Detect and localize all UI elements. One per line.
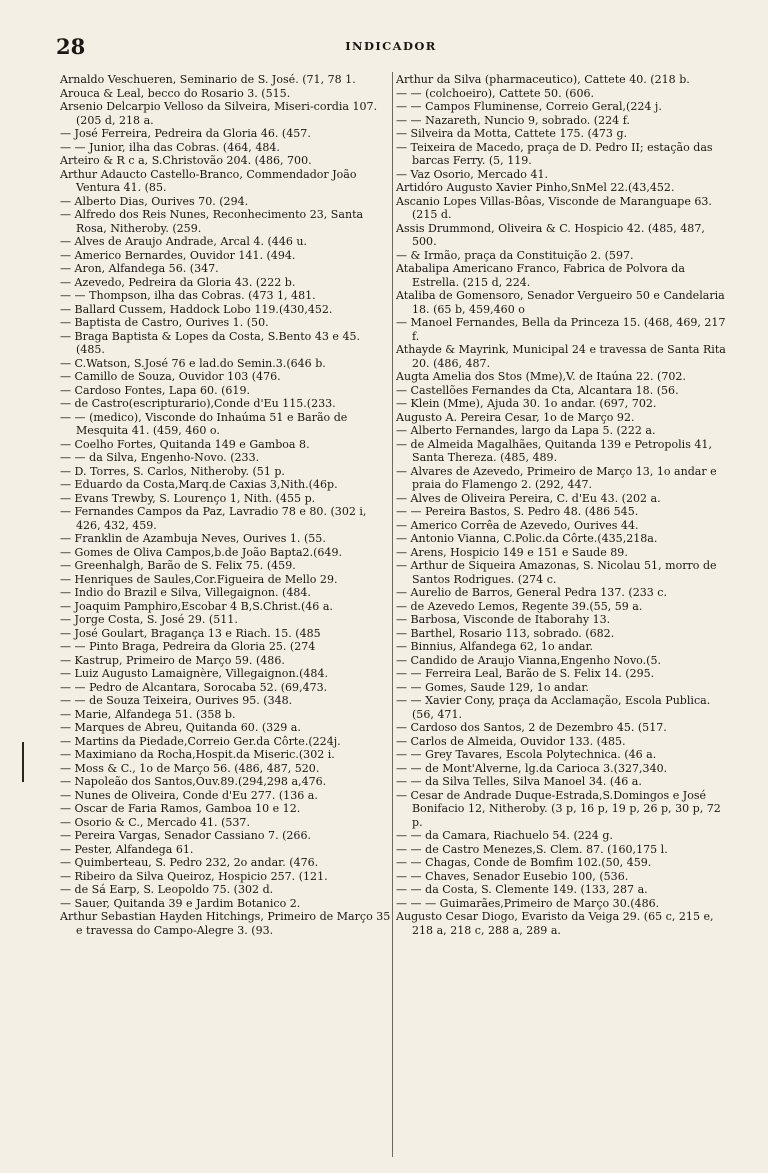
directory-entry: — Quimberteau, S. Pedro 232, 2o andar. (476. xyxy=(60,856,319,869)
directory-entry: — José Ferreira, Pedreira da Gloria 46. (457. xyxy=(60,127,311,140)
directory-entry: Augta Amelia dos Stos (Mme),V. de Itaúna 22. (702. xyxy=(396,370,686,383)
directory-entry: — — da Silva, Engenho-Novo. (233. xyxy=(60,451,260,464)
directory-entry: — — Pereira Bastos, S. Pedro 48. (486 545. xyxy=(396,505,639,518)
directory-entry: — Pereira Vargas, Senador Cassiano 7. (266. xyxy=(60,829,311,842)
directory-entry: — Alberto Fernandes, largo da Lapa 5. (222 a. xyxy=(396,424,656,437)
directory-entry: — Jorge Costa, S. José 29. (511. xyxy=(60,613,238,626)
directory-entry: — Arthur de Siqueira Amazonas, S. Nicolau 51, morro de Santos Rodrigues. (274 c. xyxy=(396,559,717,586)
directory-entry: — Franklin de Azambuja Neves, Ourives 1. (55. xyxy=(60,532,326,545)
directory-entry: — Evans Trewby, S. Lourenço 1, Nith. (455 p. xyxy=(60,491,316,505)
directory-entry: — — (medico), Visconde do Inhaúma 51 e Barão de Mesquita 41. (459, 460 o. xyxy=(60,410,348,437)
directory-entry: — Eduardo da Costa,Marq.de Caxias 3,Nith.(46p. xyxy=(60,478,338,491)
directory-entry: Assis Drummond, Oliveira & C. Hospicio 42. (485, 487, 500. xyxy=(396,221,705,248)
directory-entry: — Vaz Osorio, Mercado 41. xyxy=(396,167,549,181)
directory-entry: Arthur Sebastian Hayden Hitchings, Primeiro de Março 35 e travessa do Campo-Alegre 3. (93. xyxy=(60,910,391,937)
directory-entry: — Fernandes Campos da Paz, Lavradio 78 e 80. (302 i, 426, 432, 459. xyxy=(60,505,367,532)
directory-entry: — Joaquim Pamphiro,Escobar 4 B,S.Christ.(46 a. xyxy=(60,599,333,613)
directory-entry: — de Azevedo Lemos, Regente 39.(55, 59 a. xyxy=(396,599,643,613)
directory-entry: — Aron, Alfandega 56. (347. xyxy=(60,262,219,275)
directory-entry: — Azevedo, Pedreira da Gloria 43. (222 b. xyxy=(60,275,296,289)
directory-entry: Atabalipa Americano Franco, Fabrica de Polvora da Estrella. (215 d, 224. xyxy=(396,262,685,289)
directory-entry: — Ribeiro da Silva Queiroz, Hospicio 257. (121. xyxy=(60,869,328,883)
directory-entry: — Moss & C., 1o de Março 56. (486, 487, 520. xyxy=(60,761,320,775)
directory-entry: — Alves de Oliveira Pereira, C. d'Eu 43. (202 a. xyxy=(396,491,661,505)
directory-entry: — Cesar de Andrade Duque-Estrada,S.Domingos e José Bonifacio 12, Nitheroby. (3 p, 16 p, 19 p, 26 p, 30 p, 72 p. xyxy=(396,788,721,829)
directory-entry: Arnaldo Veschueren, Seminario de S. José. (71, 78 1. xyxy=(60,73,356,86)
directory-entry: Arsenio Delcarpio Velloso da Silveira, Miseri-cordia 107. (205 d, 218 a. xyxy=(60,100,378,127)
directory-entry: — — Pinto Braga, Pedreira da Gloria 25. (274 xyxy=(60,640,316,653)
left-column xyxy=(60,73,392,937)
directory-entry: — Coelho Fortes, Quitanda 149 e Gamboa 8. xyxy=(60,437,310,451)
directory-entry: — — de Souza Teixeira, Ourives 95. (348. xyxy=(60,694,293,707)
directory-entry: — Aurelio de Barros, General Pedra 137. (233 c. xyxy=(396,586,667,599)
directory-entry: — Americo Bernardes, Ouvidor 141. (494. xyxy=(60,248,296,262)
directory-entry: — Oscar de Faria Ramos, Gamboa 10 e 12. xyxy=(60,802,301,815)
directory-entry: — Kastrup, Primeiro de Março 59. (486. xyxy=(60,653,285,667)
directory-entry: — Alves de Araujo Andrade, Arcal 4. (446 u. xyxy=(60,235,308,248)
directory-entry: — Maximiano da Rocha,Hospit.da Miseric.(302 i. xyxy=(60,748,335,761)
directory-entry: — Antonio Vianna, C.Polic.da Côrte.(435,218a. xyxy=(396,532,658,545)
right-column xyxy=(396,73,732,937)
directory-entry: — Camillo de Souza, Ouvidor 103 (476. xyxy=(60,370,281,383)
directory-entry: — — da Costa, S. Clemente 149. (133, 287 a. xyxy=(396,883,648,896)
directory-entry: — — de Mont'Alverne, lg.da Carioca 3.(327,340. xyxy=(396,761,668,775)
directory-entry: — Candido de Araujo Vianna,Engenho Novo.(5. xyxy=(396,653,662,667)
directory-entry: — Castellões Fernandes da Cta, Alcantara 18. (56. xyxy=(396,383,679,397)
directory-entry: — Silveira da Motta, Cattete 175. (473 g. xyxy=(396,127,628,140)
directory-entry: — de Castro(escripturario),Conde d'Eu 115.(233. xyxy=(60,397,336,410)
directory-entry: — Binnius, Alfandega 62, 1o andar. xyxy=(396,640,594,653)
directory-entry: — Osorio & C., Mercado 41. (537. xyxy=(60,815,250,829)
directory-entry: — Greenhalgh, Barão de S. Felix 75. (459. xyxy=(60,559,296,572)
directory-entry: — Alberto Dias, Ourives 70. (294. xyxy=(60,194,249,208)
page-number: 28 xyxy=(56,34,86,59)
directory-entry: — de Almeida Magalhães, Quitanda 139 e Petropolis 41, Santa Thereza. (485, 489. xyxy=(396,437,712,464)
directory-entry: — Baptista de Castro, Ourives 1. (50. xyxy=(60,316,269,329)
directory-entry: Arteiro & R c a, S.Christovão 204. (486, 700. xyxy=(60,154,312,167)
directory-entry: — Nunes de Oliveira, Conde d'Eu 277. (136 a. xyxy=(60,788,318,802)
directory-entry: Arouca & Leal, becco do Rosario 3. (515. xyxy=(60,86,291,100)
directory-entry: — — Junior, ilha das Cobras. (464, 484. xyxy=(60,140,280,154)
directory-entry: — Americo Corrêa de Azevedo, Ourives 44. xyxy=(396,518,639,532)
directory-entry: — — da Camara, Riachuelo 54. (224 g. xyxy=(396,829,613,842)
directory-entry: — — — Guimarães,Primeiro de Março 30.(486. xyxy=(396,896,660,910)
directory-entry: — — Gomes, Saude 129, 1o andar. xyxy=(396,680,589,694)
column-divider xyxy=(392,72,393,1157)
directory-entry: — Luiz Augusto Lamaignère, Villegaignon.(484. xyxy=(60,667,328,680)
directory-entry: — Martins da Piedade,Correio Ger.da Côrte.(224j. xyxy=(60,734,341,748)
directory-entry: — Pester, Alfandega 61. xyxy=(60,842,194,856)
directory-entry: — Napoleão dos Santos,Ouv.89.(294,298 a,476. xyxy=(60,775,327,788)
running-head: INDICADOR xyxy=(345,39,437,53)
directory-entry: — Cardoso Fontes, Lapa 60. (619. xyxy=(60,383,251,397)
directory-entry: — Barbosa, Visconde de Itaborahy 13. xyxy=(396,613,611,626)
directory-entry: — Arens, Hospicio 149 e 151 e Saude 89. xyxy=(396,545,628,559)
directory-entry: Ascanio Lopes Villas-Bôas, Visconde de Maranguape 63. (215 d. xyxy=(396,194,712,221)
directory-entry: Arthur Adaucto Castello-Branco, Commendador João Ventura 41. (85. xyxy=(60,167,357,194)
directory-entry: Artidóro Augusto Xavier Pinho,SnMel 22.(43,452. xyxy=(396,181,675,194)
directory-entry: — Ballard Cussem, Haddock Lobo 119.(430,452. xyxy=(60,302,333,316)
directory-entry: — & Irmão, praça da Constituição 2. (597. xyxy=(396,248,634,262)
directory-entry: — — Campos Fluminense, Correio Geral,(224 j. xyxy=(396,100,662,113)
directory-entry: — Teixeira de Macedo, praça de D. Pedro II; estação das barcas Ferry. (5, 119. xyxy=(396,140,713,167)
directory-entry: — Henriques de Saules,Cor.Figueira de Mello 29. xyxy=(60,572,338,586)
directory-entry: — — Thompson, ilha das Cobras. (473 1, 481. xyxy=(60,289,316,302)
directory-entry: — — Chagas, Conde de Bomfim 102.(50, 459. xyxy=(396,856,652,869)
directory-entry: — Manoel Fernandes, Bella da Princeza 15. (468, 469, 217 f. xyxy=(396,316,726,343)
directory-entry: — Gomes de Oliva Campos,b.de João Bapta2.(649. xyxy=(60,545,343,559)
directory-entry: — — Xavier Cony, praça da Acclamação, Escola Publica. (56, 471. xyxy=(396,694,711,721)
directory-entry: — Cardoso dos Santos, 2 de Dezembro 45. (517. xyxy=(396,721,667,734)
directory-entry: — de Sá Earp, S. Leopoldo 75. (302 d. xyxy=(60,883,274,896)
directory-entry: — Marie, Alfandega 51. (358 b. xyxy=(60,707,236,721)
directory-entry: Ataliba de Gomensoro, Senador Vergueiro 50 e Candelaria 18. (65 b, 459,460 o xyxy=(396,289,725,316)
directory-entry: — José Goulart, Bragança 13 e Riach. 15. (485 xyxy=(60,626,321,640)
directory-entry: — — Ferreira Leal, Barão de S. Felix 14. (295. xyxy=(396,667,655,680)
directory-entry: — Klein (Mme), Ajuda 30. 1o andar. (697, 702. xyxy=(396,397,657,410)
directory-entry: — — Pedro de Alcantara, Sorocaba 52. (69,473. xyxy=(60,680,328,694)
directory-entry: — Marques de Abreu, Quitanda 60. (329 a. xyxy=(60,721,301,734)
directory-entry: — — Chaves, Senador Eusebio 100, (536. xyxy=(396,869,629,883)
directory-entry: — — da Silva Telles, Silva Manoel 34. (46 a. xyxy=(396,775,642,788)
directory-entry: — Alfredo dos Reis Nunes, Reconhecimento 23, Santa Rosa, Nitheroby. (259. xyxy=(60,208,364,235)
directory-entry: — — de Castro Menezes,S. Clem. 87. (160,175 l. xyxy=(396,842,668,856)
page-header xyxy=(56,34,726,58)
directory-entry: Arthur da Silva (pharmaceutico), Cattete 40. (218 b. xyxy=(396,73,690,86)
margin-mark xyxy=(22,742,24,782)
directory-entry: — D. Torres, S. Carlos, Nitheroby. (51 p. xyxy=(60,464,285,478)
directory-entry: — — Grey Tavares, Escola Polytechnica. (46 a. xyxy=(396,748,657,761)
directory-entry: Augusto A. Pereira Cesar, 1o de Março 92. xyxy=(396,410,635,424)
directory-entry: — Alvares de Azevedo, Primeiro de Março 13, 1o andar e praia do Flamengo 2. (292, 447. xyxy=(396,464,717,491)
directory-entry: Augusto Cesar Diogo, Evaristo da Veiga 29. (65 c, 215 e, 218 a, 218 c, 288 a, 289 a. xyxy=(396,910,714,937)
directory-entry: — C.Watson, S.José 76 e lad.do Semin.3.(646 b. xyxy=(60,356,326,370)
directory-entry: Athayde & Mayrink, Municipal 24 e travessa de Santa Rita 20. (486, 487. xyxy=(396,343,726,370)
directory-entry: — — (colchoeiro), Cattete 50. (606. xyxy=(396,86,595,100)
directory-entry: — Braga Baptista & Lopes da Costa, S.Bento 43 e 45. (485. xyxy=(60,329,361,356)
directory-entry: — Carlos de Almeida, Ouvidor 133. (485. xyxy=(396,734,626,748)
directory-entry: — Indio do Brazil e Silva, Villegaignon. (484. xyxy=(60,586,311,599)
directory-entry: — Barthel, Rosario 113, sobrado. (682. xyxy=(396,626,615,640)
directory-entry: — — Nazareth, Nuncio 9, sobrado. (224 f. xyxy=(396,113,630,127)
directory-entry: — Sauer, Quitanda 39 e Jardim Botanico 2. xyxy=(60,896,301,910)
